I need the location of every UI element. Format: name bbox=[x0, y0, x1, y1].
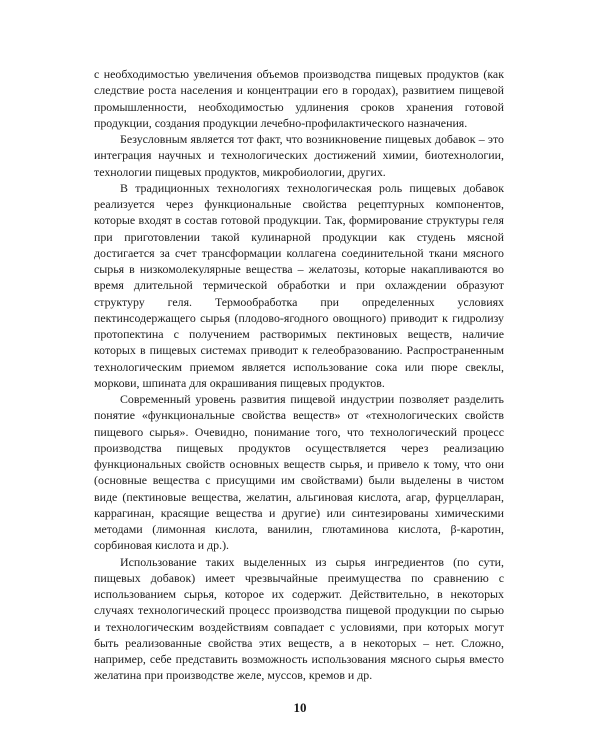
paragraph-2: Безусловным является тот факт, что возникновение пищевых добавок – это интеграция научных и технологических достижений химии, биотехнологии, технологии пищевых продуктов, микробиологии, других. bbox=[94, 132, 504, 179]
paragraph-4: Современный уровень развития пищевой индустрии позволяет разделить понятие «функциональные свойства веществ» от «технологических свойств пищевого сырья». Очевидно, понимание того, что технологический процесс производства пищевых продуктов осуществляется через реализацию функциональных свойств основных веществ сырья, и привело к тому, что они (основные вещества с присущими им свойствами) были выделены в чистом виде (пектиновые вещества, желатин, альгиновая кислота, агар, фурцелларан, каррагинан, красящие вещества и другие) или синтезированы химическими методами (лимонная кислота, ванилин, глютаминова кислота, β-каротин, сорбиновая кислота и др.). bbox=[94, 392, 504, 553]
paragraph-1: с необходимостью увеличения объемов производства пищевых продуктов (как следствие роста населения и концентрации его в городах), развитием пищевой промышленности, необходимостью удлинения сроков хранения готовой продукции, создания продукции лечебно-профилактического назначения. bbox=[94, 67, 504, 130]
paragraph-3: В традиционных технологиях технологическая роль пищевых добавок реализуется через функциональные свойства рецептурных компонентов, которые входят в состав готовой продукции. Так, формирование структуры геля при приготовлении такой кулинарной продукции как студень мясной достигается за счет трансформации коллагена соединительной ткани мясного сырья в низкомолекулярные вещества – желатозы, которые накапливаются во время длительной термической обработки и при охлаждении образуют структуру геля. Термообработка при определенных условиях пектинсодержащего сырья (плодово-ягодного овощного) приводит к гидролизу протопектина с получением растворимых пектиновых веществ, наличие которых в пищевых системах приводит к гелеобразованию. Распространенным технологическим приемом является использование сока или пюре свеклы, моркови, шпината для окрашивания пищевых продуктов. bbox=[94, 180, 504, 390]
paragraph-5: Использование таких выделенных из сырья ингредиентов (по сути, пищевых добавок) имеет чрезвычайные преимущества по сравнению с использованием сырья, которое их содержит. Действительно, в некоторых случаях технологический процесс производства пищевой продукции по сырью и технологическим воздействиям совпадает с условиями, при которых могут быть реализованные свойства этих веществ, а в некоторых – нет. Сложно, например, себе представить возможность использования мясного сырья вместо желатина при производстве желе, муссов, кремов и др. bbox=[94, 554, 504, 683]
page-body bbox=[94, 66, 504, 684]
page-number: 10 bbox=[293, 700, 307, 715]
